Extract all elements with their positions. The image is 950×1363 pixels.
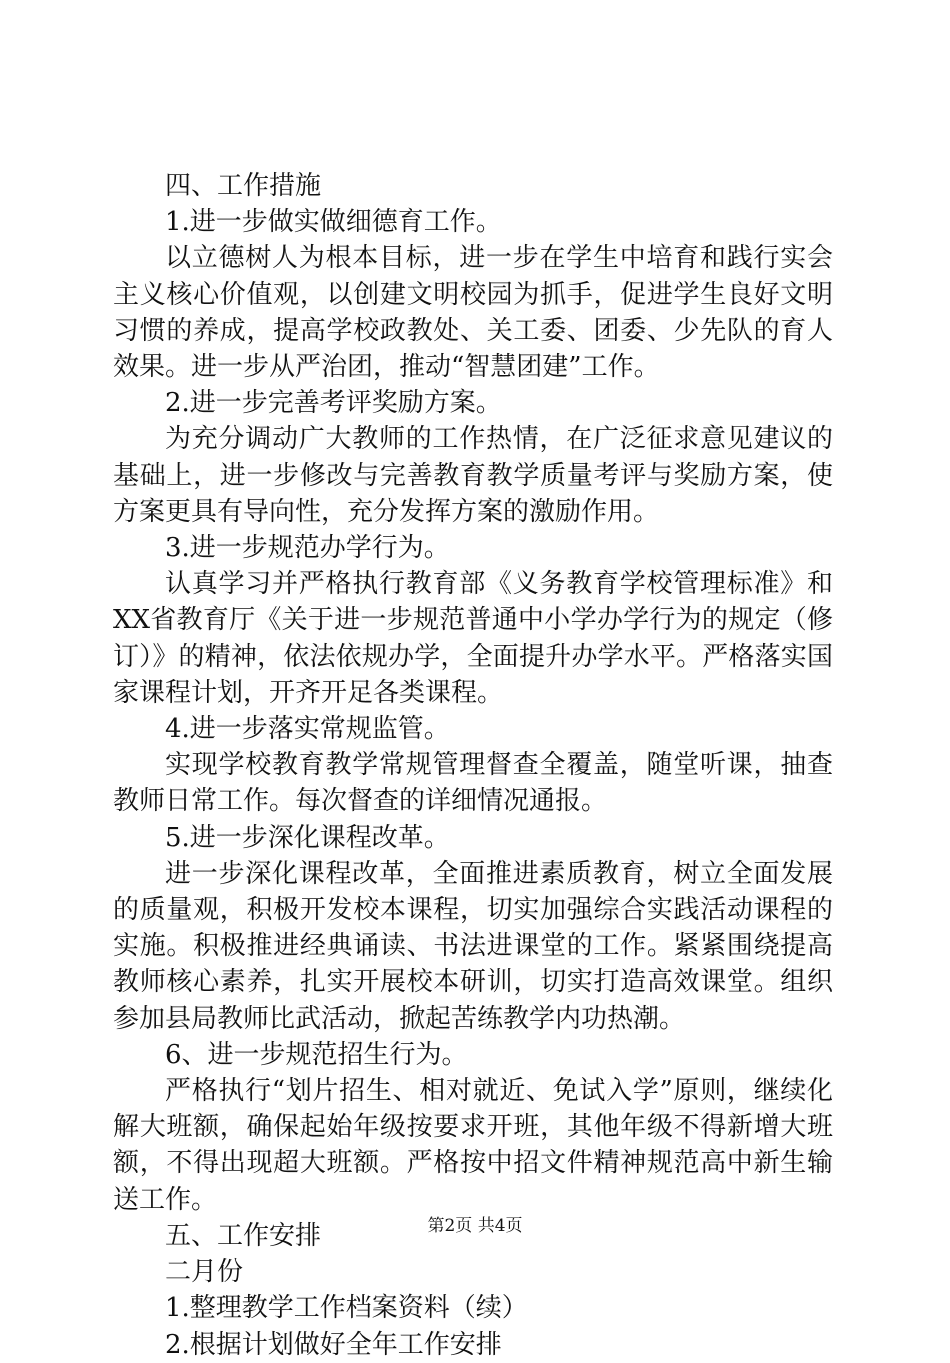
item-heading-4: 4.进一步落实常规监管。 bbox=[165, 714, 450, 745]
body-paragraph: 以立德树人为根本目标，进一步在学生中培育和践行实会主义核心价值观，以创建文明校园为抓手，促进学生良好文明习惯的养成，提高学校政教处、关工委、团委、少先队的育人效果。进一步从严治团，推动“智慧团建”工作。 bbox=[113, 243, 833, 383]
body-paragraph: 认真学习并严格执行教育部《义务教育学校管理标准》和XX省教育厅《关于进一步规范普通中小学办学行为的规定（修订）》的精神，依法依规办学，全面提升办学水平。严格落实国家课程计划，开齐开足各类课程。 bbox=[113, 569, 833, 708]
body-paragraph: 严格执行“划片招生、相对就近、免试入学”原则，继续化解大班额，确保起始年级按要求开班，其他年级不得新增大班额，不得出现超大班额。严格按中招文件精神规范高中新生输送工作。 bbox=[113, 1076, 833, 1215]
body-paragraph: 为充分调动广大教师的工作热情，在广泛征求意见建议的基础上，进一步修改与完善教育教学质量考评与奖励方案，使方案更具有导向性，充分发挥方案的激励作用。 bbox=[113, 424, 833, 527]
section-heading-measures: 四、工作措施 bbox=[165, 171, 322, 201]
item-heading-3: 3.进一步规范办学行为。 bbox=[165, 533, 450, 564]
body-paragraph: 进一步深化课程改革，全面推进素质教育，树立全面发展的质量观，积极开发校本课程，切实加强综合实践活动课程的实施。积极推进经典诵读、书法进课堂的工作。紧紧围绕提高教师核心素养，扎实开展校本研训，切实打造高效课堂。组织参加县局教师比武活动，掀起苦练教学内功热潮。 bbox=[113, 858, 833, 1034]
schedule-item: 1.整理教学工作档案资料（续） bbox=[165, 1293, 528, 1324]
section-heading-schedule: 五、工作安排 bbox=[165, 1220, 322, 1251]
page-number-footer: 第2页 共4页 bbox=[427, 1216, 523, 1236]
item-heading-6: 6、进一步规范招生行为。 bbox=[165, 1039, 468, 1070]
month-heading: 二月份 bbox=[165, 1257, 244, 1288]
item-heading-2: 2.进一步完善考评奖励方案。 bbox=[165, 388, 502, 419]
body-paragraph: 实现学校教育教学常规管理督查全覆盖，随堂听课，抽查教师日常工作。每次督查的详细情况通报。 bbox=[113, 750, 833, 817]
item-heading-1: 1.进一步做实做细德育工作。 bbox=[165, 207, 502, 238]
item-heading-5: 5.进一步深化课程改革。 bbox=[165, 822, 450, 853]
schedule-item: 2.根据计划做好全年工作安排 bbox=[165, 1329, 502, 1360]
document-body bbox=[113, 168, 833, 1363]
